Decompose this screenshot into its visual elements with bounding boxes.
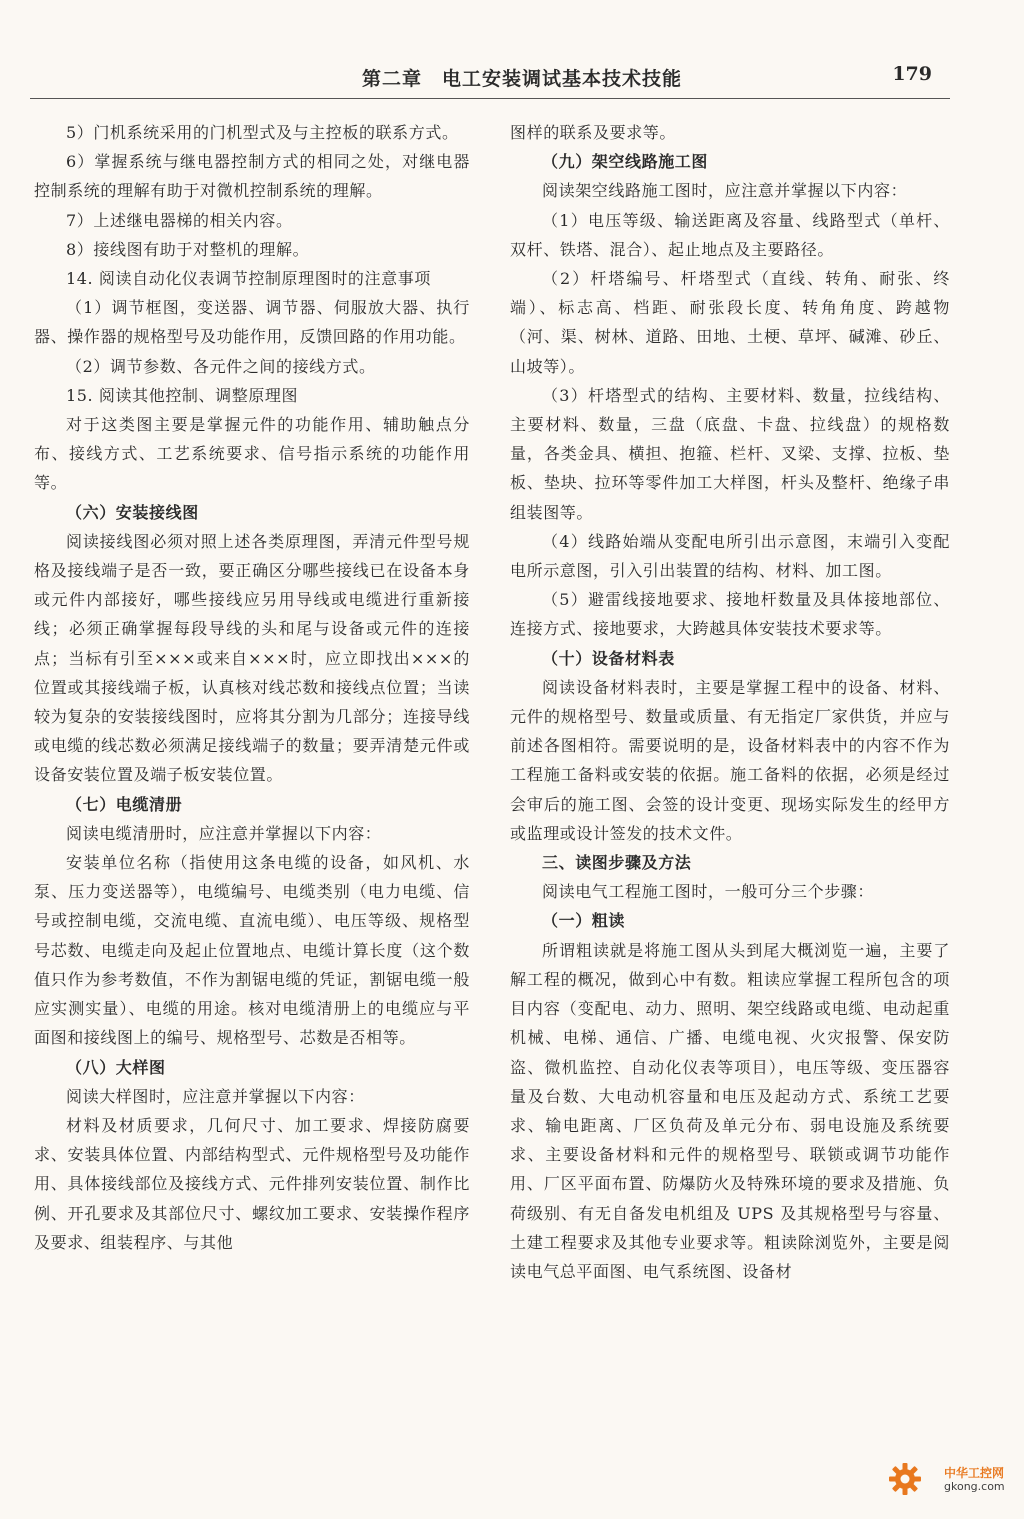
right-column xyxy=(510,118,950,1286)
right-section-heading: （九）架空线路施工图 xyxy=(542,152,709,172)
left-paragraph: 8）接线图有助于对整机的理解。 xyxy=(66,239,310,259)
right-paragraph: 图样的联系及要求等。 xyxy=(510,123,677,142)
right-paragraph: （2）杆塔编号、杆塔型式（直线、转角、耐张、终端）、标志高、档距、耐张段长度、转角角度、跨越物（河、渠、树林、道路、田地、土梗、草坪、碱滩、砂丘、山坡等）。 xyxy=(510,269,950,376)
left-paragraph: 材料及材质要求，几何尺寸、加工要求、焊接防腐要求、安装具体位置、内部结构型式、元件规格型号及功能作用、具体接线部位及接线方式、元件排列安装位置、制作比例、开孔要求及其部位尺寸、螺纹加工要求、安装操作程序及要求、组装程序、与其他 xyxy=(34,1115,470,1252)
watermark-url: gkong.com xyxy=(944,1480,1005,1493)
gear-icon xyxy=(888,1462,922,1496)
right-paragraph: 阅读电气工程施工图时，一般可分三个步骤： xyxy=(542,882,875,902)
watermark-brand: 中华工控网 xyxy=(944,1466,1005,1480)
watermark-logo xyxy=(888,1458,1018,1508)
running-header xyxy=(30,60,950,99)
left-section-heading: （六）安装接线图 xyxy=(66,502,199,522)
right-paragraph: 阅读设备材料表时，主要是掌握工程中的设备、材料、元件的规格型号、数量或质量、有无指定厂家供货，并应与前述各图相符。需要说明的是，设备材料表中的内容不作为工程施工备料或安装的依据。施工备料的依据，必须是经过会审后的施工图、会签的设计变更、现场实际发生的经甲方或监理或设计签发的技术文件。 xyxy=(510,677,950,843)
left-paragraph: 14. 阅读自动化仪表调节控制原理图时的注意事项 xyxy=(66,269,431,289)
page-number: 179 xyxy=(892,63,932,85)
left-paragraph: 阅读电缆清册时，应注意并掌握以下内容： xyxy=(66,823,382,843)
right-paragraph: 阅读架空线路施工图时，应注意并掌握以下内容： xyxy=(542,181,908,201)
left-paragraph: 7）上述继电器梯的相关内容。 xyxy=(66,210,293,230)
left-column xyxy=(34,118,470,1257)
left-paragraph: 阅读接线图必须对照上述各类原理图，弄清元件型号规格及接线端子是否一致，要正确区分哪些接线已在设备本身或元件内部接好，哪些接线应另用导线或电缆进行重新接线；必须正确掌握每段导线的头和尾与设备或元件的连接点；当标有引至×××或来自×××时，应立即找出×××的位置或其接线端子板，认真核对线芯数和接线点位置；当读较为复杂的安装接线图时，应将其分割为几部分；连接导线或电缆的线芯数必须满足接线端子的数量；要弄清楚元件或设备安装位置及端子板安装位置。 xyxy=(34,531,470,785)
left-paragraph: （2）调节参数、各元件之间的接线方式。 xyxy=(66,356,376,376)
left-paragraph: （1）调节框图，变送器、调节器、伺服放大器、执行器、操作器的规格型号及功能作用，反馈回路的作用功能。 xyxy=(34,298,470,347)
right-paragraph: （5）避雷线接地要求、接地杆数量及具体接地部位、连接方式、接地要求，大跨越具体安装技术要求等。 xyxy=(510,590,950,639)
left-paragraph: 15. 阅读其他控制、调整原理图 xyxy=(66,385,299,405)
left-paragraph: 6）掌握系统与继电器控制方式的相同之处，对继电器控制系统的理解有助于对微机控制系统的理解。 xyxy=(34,152,470,201)
right-section-heading: 三、读图步骤及方法 xyxy=(542,853,692,873)
right-paragraph: （1）电压等级、输送距离及容量、线路型式（单杆、双杆、铁塔、混合）、起止地点及主要路径。 xyxy=(510,210,950,259)
left-section-heading: （七）电缆清册 xyxy=(66,794,183,814)
chapter-title: 第二章 电工安装调试基本技术技能 xyxy=(362,68,683,90)
left-paragraph: 阅读大样图时，应注意并掌握以下内容： xyxy=(66,1086,365,1106)
left-paragraph: 安装单位名称（指使用这条电缆的设备，如风机、水泵、压力变送器等），电缆编号、电缆类别（电力电缆、信号或控制电缆，交流电缆、直流电缆）、电压等级、规格型号芯数、电缆走向及起止位置地点、电缆计算长度（这个数值只作为参考数值，不作为割锯电缆的凭证，割锯电缆一般应实测实量）、电缆的用途。核对电缆清册上的电缆应与平面图和接线图上的编号、规格型号、芯数是否相等。 xyxy=(34,853,470,1048)
right-section-heading: （一）粗读 xyxy=(542,911,626,931)
left-paragraph: 对于这类图主要是掌握元件的功能作用、辅助触点分布、接线方式、工艺系统要求、信号指示系统的功能作用等。 xyxy=(34,415,470,493)
right-paragraph: 所谓粗读就是将施工图从头到尾大概浏览一遍，主要了解工程的概况，做到心中有数。粗读应掌握工程所包含的项目内容（变配电、动力、照明、架空线路或电缆、电动起重机械、电梯、通信、广播、电缆电视、火灾报警、保安防盗、微机监控、自动化仪表等项目），电压等级、变压器容量及台数、大电动机容量和电压及起动方式、系统工艺要求、输电距离、厂区负荷及单元分布、弱电设施及系统要求、主要设备材料和元件的规格型号、联锁或调节功能作用、厂区平面布置、防爆防火及特殊环境的要求及措施、负荷级别、有无自备发电机组及 UPS 及其规格型号与容量、土建工程要求及其他专业要求等。粗读除浏览外，主要是阅读电气总平面图、电气系统图、设备材 xyxy=(510,940,950,1281)
left-section-heading: （八）大样图 xyxy=(66,1057,166,1077)
left-paragraph: 5）门机系统采用的门机型式及与主控板的联系方式。 xyxy=(66,123,459,142)
right-section-heading: （十）设备材料表 xyxy=(542,648,675,668)
right-paragraph: （4）线路始端从变配电所引出示意图，末端引入变配电所示意图，引入引出装置的结构、材料、加工图。 xyxy=(510,531,950,581)
right-paragraph: （3）杆塔型式的结构、主要材料、数量，拉线结构、主要材料、数量，三盘（底盘、卡盘、拉线盘）的规格数量，各类金具、横担、抱箍、栏杆、叉梁、支撑、拉板、垫板、垫块、拉环等零件加工大样图，杆头及整杆、绝缘子串组装图等。 xyxy=(510,385,950,522)
